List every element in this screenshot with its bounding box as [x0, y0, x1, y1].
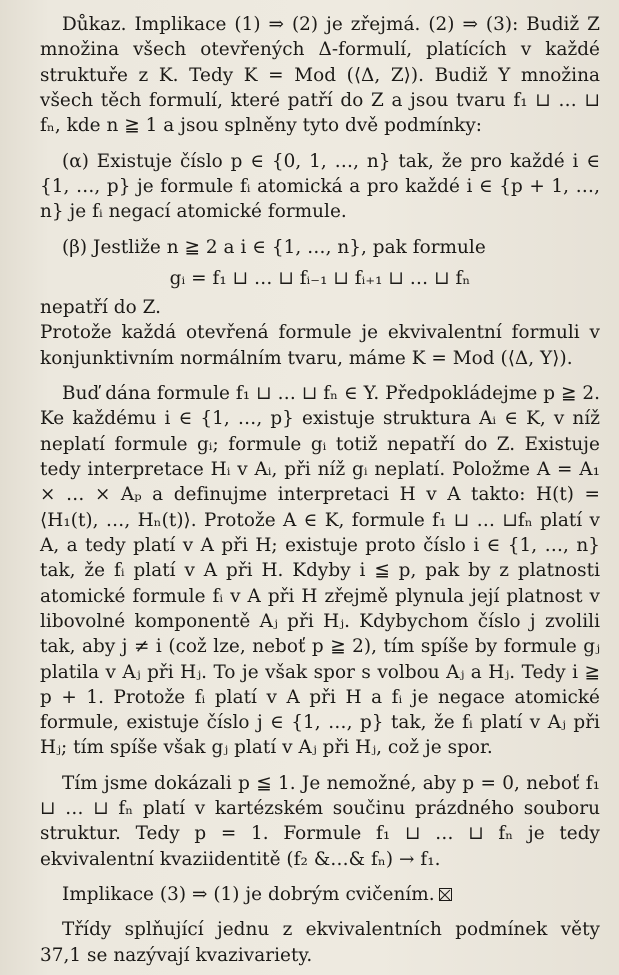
condition-alpha-paragraph: (α) Existuje číslo p ∈ {0, 1, …, n} tak, že pro každé i ∈ {1, …, p} je formule fᵢ atomická a pro každé i ∈ {p + 1, …, n} je fᵢ negací atomické formule.	[40, 150, 600, 223]
exercise-paragraph	[40, 882, 600, 907]
proof-intro-paragraph: Důkaz. Implikace (1) ⇒ (2) je zřejmá. (2) ⇒ (3): Budiž Z množina všech otevřených Δ-formulí, platících v každé struktuře z K. Tedy K = Mod (⟨Δ, Z⟩). Budiž Y množina všech těch formulí, které patří do Z a jsou tvaru f₁ ⊔ … ⊔ fₙ, kde n ≧ 1 a jsou splněny tyto dvě podmínky:	[40, 14, 600, 137]
definition-paragraph: Třídy splňující jednu z ekvivalentních podmínek věty 37,1 se nazývají kvazivariety.	[40, 919, 600, 966]
conclusion-paragraph: Tím jsme dokázali p ≦ 1. Je nemožné, aby p = 0, neboť f₁ ⊔ … ⊔ fₙ platí v kartézském součinu prázdného souboru struktur. Tedy p = 1. Formule f₁ ⊔ … ⊔ fₙ je tedy ekvivalentní kvaziidentitě (f₂ &…& fₙ) → f₁.	[40, 772, 600, 870]
main-argument-paragraph: Buď dána formule f₁ ⊔ … ⊔ fₙ ∈ Y. Předpokládejme p ≧ 2. Ke každému i ∈ {1, …, p} existuje struktura Aᵢ ∈ K, v níž neplatí formule gᵢ; formule gᵢ totiž nepatří do Z. Existuje tedy interpretace Hᵢ v Aᵢ, při níž gᵢ neplatí. Položme A = A₁ × … × Aₚ a definujme interpretaci H v A takto: H(t) = ⟨H₁(t), …, Hₙ(t)⟩. Protože A ∈ K, formule f₁ ⊔ … ⊔fₙ platí v A, a tedy platí v A při H; existuje proto číslo i ∈ {1, …, n} tak, že fᵢ platí v A při H. Kdyby i ≦ p, pak by z platnosti atomické formule fᵢ v A při H zřejmě plynula její platnost v libovolné komponentě Aⱼ při Hⱼ. Kdybychom číslo j zvolili tak, aby j ≠ i (což lze, neboť p ≧ 2), tím spíše by formule gⱼ platila v Aⱼ při Hⱼ. To je však spor s volbou Aⱼ a Hⱼ. Tedy i ≧ p + 1. Protože fᵢ platí v A při H a fᵢ je negace atomické formule, existuje číslo j ∈ {1, …, p} tak, že fᵢ platí v Aⱼ při Hⱼ; tím spíše však gⱼ platí v Aⱼ při Hⱼ, což je spor.	[40, 383, 600, 759]
not-in-z-line: nepatří do Z.	[40, 297, 162, 319]
qed-box-icon	[439, 888, 452, 901]
cnf-note-paragraph: Protože každá otevřená formule je ekvivalentní formuli v konjunktivním normálním tvaru, máme K = Mod (⟨Δ, Y⟩).	[40, 322, 600, 369]
text-body	[40, 12, 600, 968]
formula-g-display: gᵢ = f₁ ⊔ … ⊔ fᵢ₋₁ ⊔ fᵢ₊₁ ⊔ … ⊔ fₙ	[169, 267, 471, 289]
condition-beta-paragraph: (β) Jestliže n ≧ 2 a i ∈ {1, …, n}, pak formule	[62, 236, 486, 258]
exercise-text: Implikace (3) ⇒ (1) je dobrým cvičením.	[62, 884, 435, 905]
